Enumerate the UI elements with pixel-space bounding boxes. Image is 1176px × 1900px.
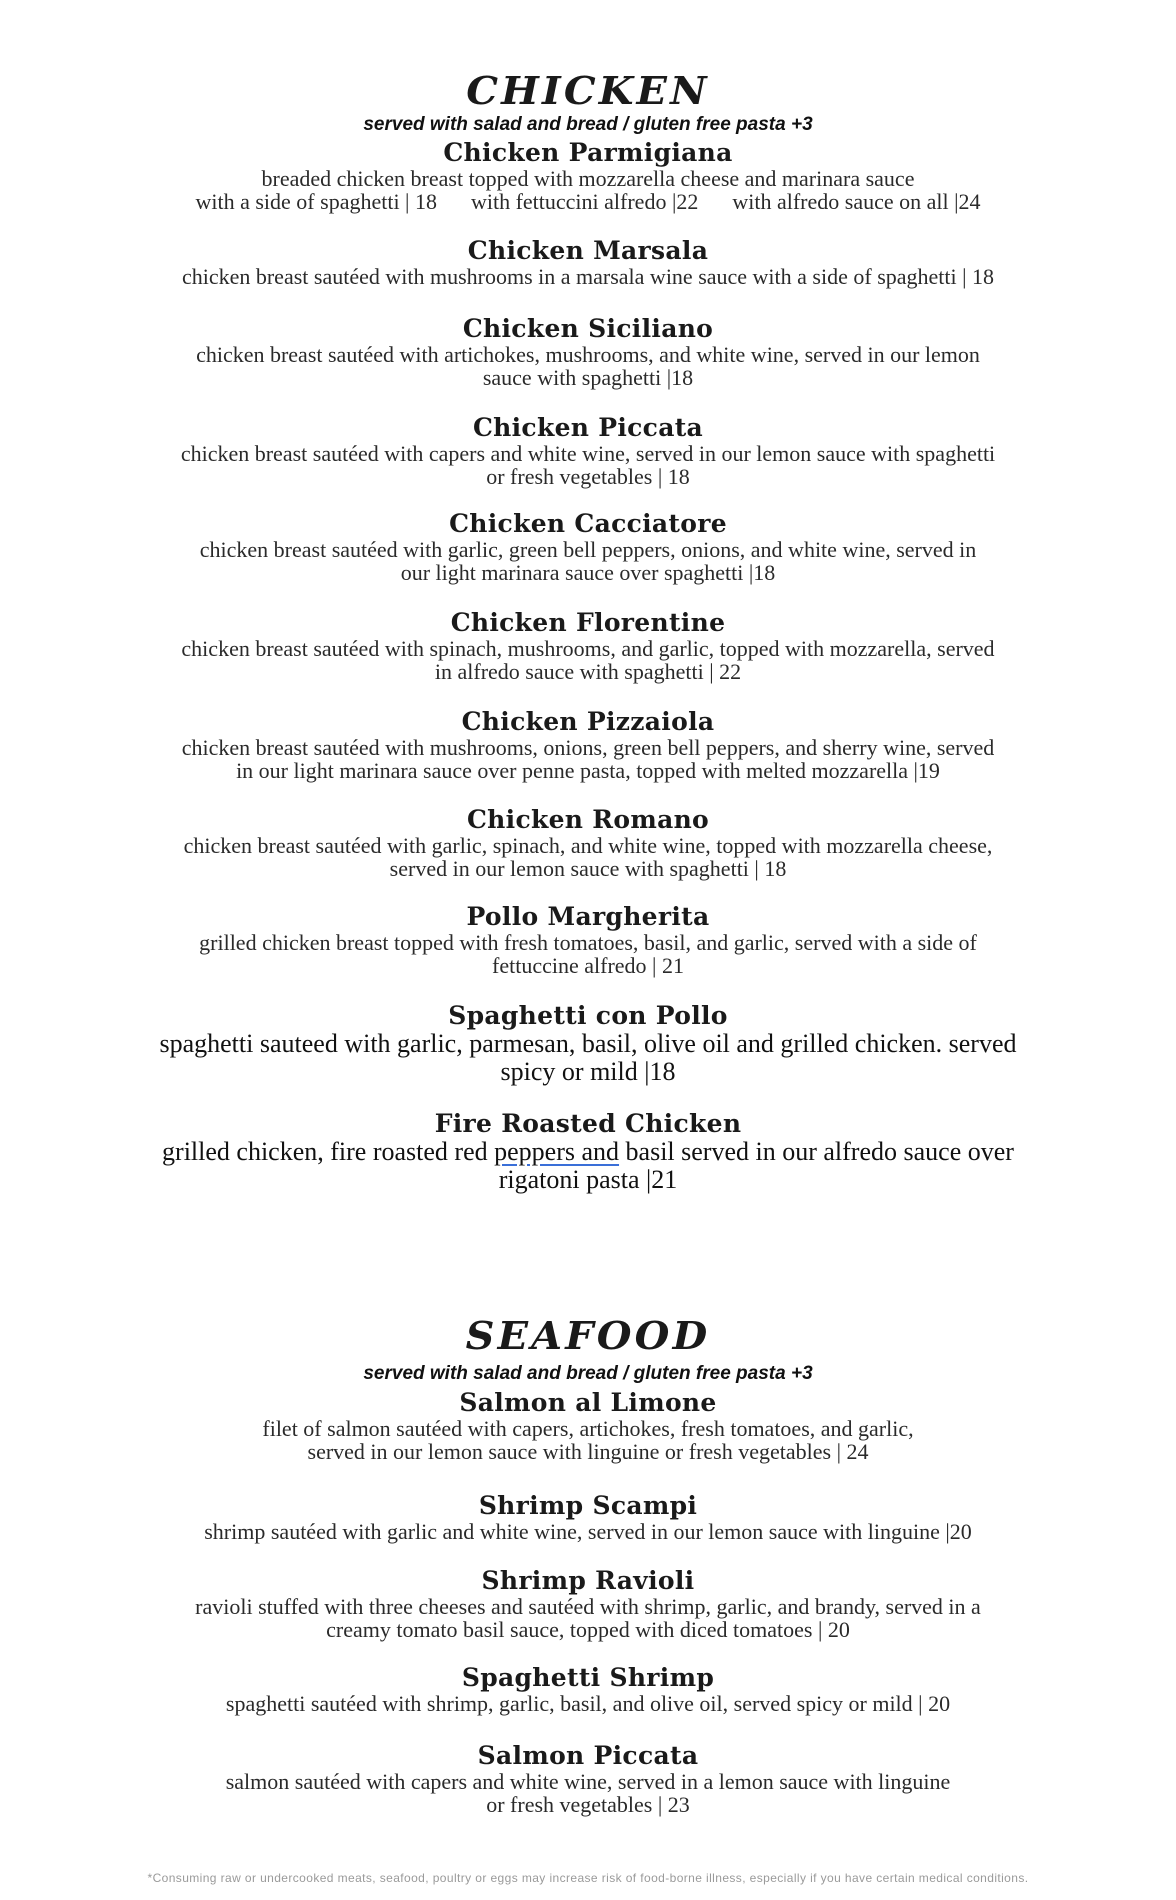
menu-item-salmon-piccata	[80, 1742, 1096, 1816]
menu-item-fire-roasted-chicken	[80, 1110, 1096, 1194]
description-line: spicy or mild |18	[500, 1057, 676, 1086]
item-name: Chicken Siciliano	[462, 314, 714, 343]
menu-item-spaghetti-shrimp	[80, 1664, 1096, 1715]
description-line: chicken breast sautéed with capers and white wine, served in our lemon sauce with spaghetti	[180, 441, 996, 466]
option-spaghetti: with a side of spaghetti | 18	[195, 189, 437, 214]
menu-item-shrimp-scampi	[80, 1492, 1096, 1543]
option-alfredo-all: with alfredo sauce on all |24	[732, 189, 981, 214]
item-name: Chicken Pizzaiola	[461, 707, 715, 736]
description-line: or fresh vegetables | 23	[486, 1792, 690, 1817]
item-description	[80, 538, 1096, 584]
chicken-section-title: CHICKEN	[466, 68, 710, 113]
menu-item-salmon-al-limone	[80, 1389, 1096, 1463]
description-line: spaghetti sauteed with garlic, parmesan, basil, olive oil and grilled chicken. served	[159, 1029, 1017, 1058]
item-description	[80, 1030, 1096, 1086]
description-line: chicken breast sautéed with garlic, green bell peppers, onions, and white wine, served in	[199, 537, 977, 562]
health-disclaimer-footnote: *Consuming raw or undercooked meats, seafood, poultry or eggs may increase risk of food-borne illness, especially if you have certain medical conditions.	[147, 1871, 1029, 1885]
description-line: served in our lemon sauce with spaghetti | 18	[389, 856, 787, 881]
menu-item-chicken-parmigiana	[80, 139, 1096, 213]
item-name: Chicken Piccata	[472, 413, 704, 442]
item-description	[80, 442, 1096, 488]
item-description	[80, 1138, 1096, 1194]
item-description	[80, 1595, 1096, 1641]
description-line: served in our lemon sauce with linguine or fresh vegetables | 24	[307, 1439, 869, 1464]
item-name: Spaghetti con Pollo	[448, 1001, 728, 1030]
description-line: chicken breast sautéed with mushrooms, onions, green bell peppers, and sherry wine, served	[181, 735, 995, 760]
item-name: Chicken Florentine	[450, 608, 726, 637]
description-line: in alfredo sauce with spaghetti | 22	[434, 659, 742, 684]
description-line: chicken breast sautéed with artichokes, mushrooms, and white wine, served in our lemon	[196, 342, 980, 367]
description-line: shrimp sautéed with garlic and white wine, served in our lemon sauce with linguine |20	[204, 1519, 972, 1544]
item-description	[80, 1520, 1096, 1543]
description-line: chicken breast sautéed with mushrooms in a marsala wine sauce with a side of spaghetti | 18	[181, 264, 995, 289]
menu-item-chicken-piccata	[80, 414, 1096, 488]
description-line: creamy tomato basil sauce, topped with diced tomatoes | 20	[326, 1617, 850, 1642]
item-description	[80, 931, 1096, 977]
description-line: salmon sautéed with capers and white wine, served in a lemon sauce with linguine	[225, 1769, 951, 1794]
description-line: ravioli stuffed with three cheeses and sautéed with shrimp, garlic, and brandy, served in a	[195, 1594, 981, 1619]
description-line: filet of salmon sautéed with capers, artichokes, fresh tomatoes, and garlic,	[262, 1416, 914, 1441]
description-line	[80, 1138, 1096, 1166]
item-description	[80, 265, 1096, 288]
menu-item-chicken-romano	[80, 806, 1096, 880]
description-line: grilled chicken breast topped with fresh tomatoes, basil, and garlic, served with a side of	[199, 930, 977, 955]
chicken-section-subtitle: served with salad and bread / gluten free pasta +3	[363, 114, 813, 135]
menu-item-chicken-florentine	[80, 609, 1096, 683]
description-text: grilled chicken, fire roasted red	[162, 1137, 495, 1166]
seafood-section-title: SEAFOOD	[465, 1313, 711, 1358]
menu-item-shrimp-ravioli	[80, 1567, 1096, 1641]
item-name: Chicken Parmigiana	[443, 138, 733, 167]
description-line: sauce with spaghetti |18	[482, 365, 694, 390]
menu-item-chicken-marsala	[80, 237, 1096, 288]
menu-item-chicken-pizzaiola	[80, 708, 1096, 782]
description-text: basil served in our alfredo sauce over	[619, 1137, 1014, 1166]
description-line: fettuccine alfredo | 21	[492, 953, 684, 978]
menu-item-pollo-margherita	[80, 903, 1096, 977]
description-options-line	[80, 190, 1096, 213]
item-name: Pollo Margherita	[466, 902, 710, 931]
item-name: Shrimp Scampi	[478, 1491, 698, 1520]
item-name: Salmon al Limone	[459, 1388, 717, 1417]
option-fettuccini: with fettuccini alfredo |22	[470, 189, 699, 214]
menu-item-chicken-cacciatore	[80, 510, 1096, 584]
item-description	[80, 1692, 1096, 1715]
spellcheck-underlined-text: peppers and	[494, 1137, 620, 1166]
item-name: Chicken Cacciatore	[449, 509, 727, 538]
item-description	[80, 343, 1096, 389]
description-line: in our light marinara sauce over penne pasta, topped with melted mozzarella |19	[236, 758, 940, 783]
description-line: chicken breast sautéed with spinach, mushrooms, and garlic, topped with mozzarella, served	[181, 636, 995, 661]
item-name: Spaghetti Shrimp	[461, 1663, 715, 1692]
item-name: Chicken Romano	[466, 805, 710, 834]
menu-item-chicken-siciliano	[80, 315, 1096, 389]
seafood-section-subtitle: served with salad and bread / gluten free pasta +3	[363, 1363, 813, 1384]
description-line: breaded chicken breast topped with mozzarella cheese and marinara sauce	[261, 166, 915, 191]
description-line: or fresh vegetables | 18	[486, 464, 690, 489]
item-description	[80, 736, 1096, 782]
description-line: spaghetti sautéed with shrimp, garlic, basil, and olive oil, served spicy or mild | 20	[225, 1691, 951, 1716]
item-description	[80, 1417, 1096, 1463]
description-line: rigatoni pasta |21	[498, 1165, 678, 1194]
item-name: Fire Roasted Chicken	[434, 1109, 742, 1138]
item-description	[80, 637, 1096, 683]
description-line: chicken breast sautéed with garlic, spinach, and white wine, topped with mozzarella cheese,	[183, 833, 993, 858]
item-description	[80, 167, 1096, 213]
item-name: Chicken Marsala	[467, 236, 709, 265]
item-name: Salmon Piccata	[477, 1741, 699, 1770]
item-name: Shrimp Ravioli	[481, 1566, 695, 1595]
description-line: our light marinara sauce over spaghetti |18	[400, 560, 776, 585]
item-description	[80, 1770, 1096, 1816]
menu-item-spaghetti-con-pollo	[80, 1002, 1096, 1086]
item-description	[80, 834, 1096, 880]
